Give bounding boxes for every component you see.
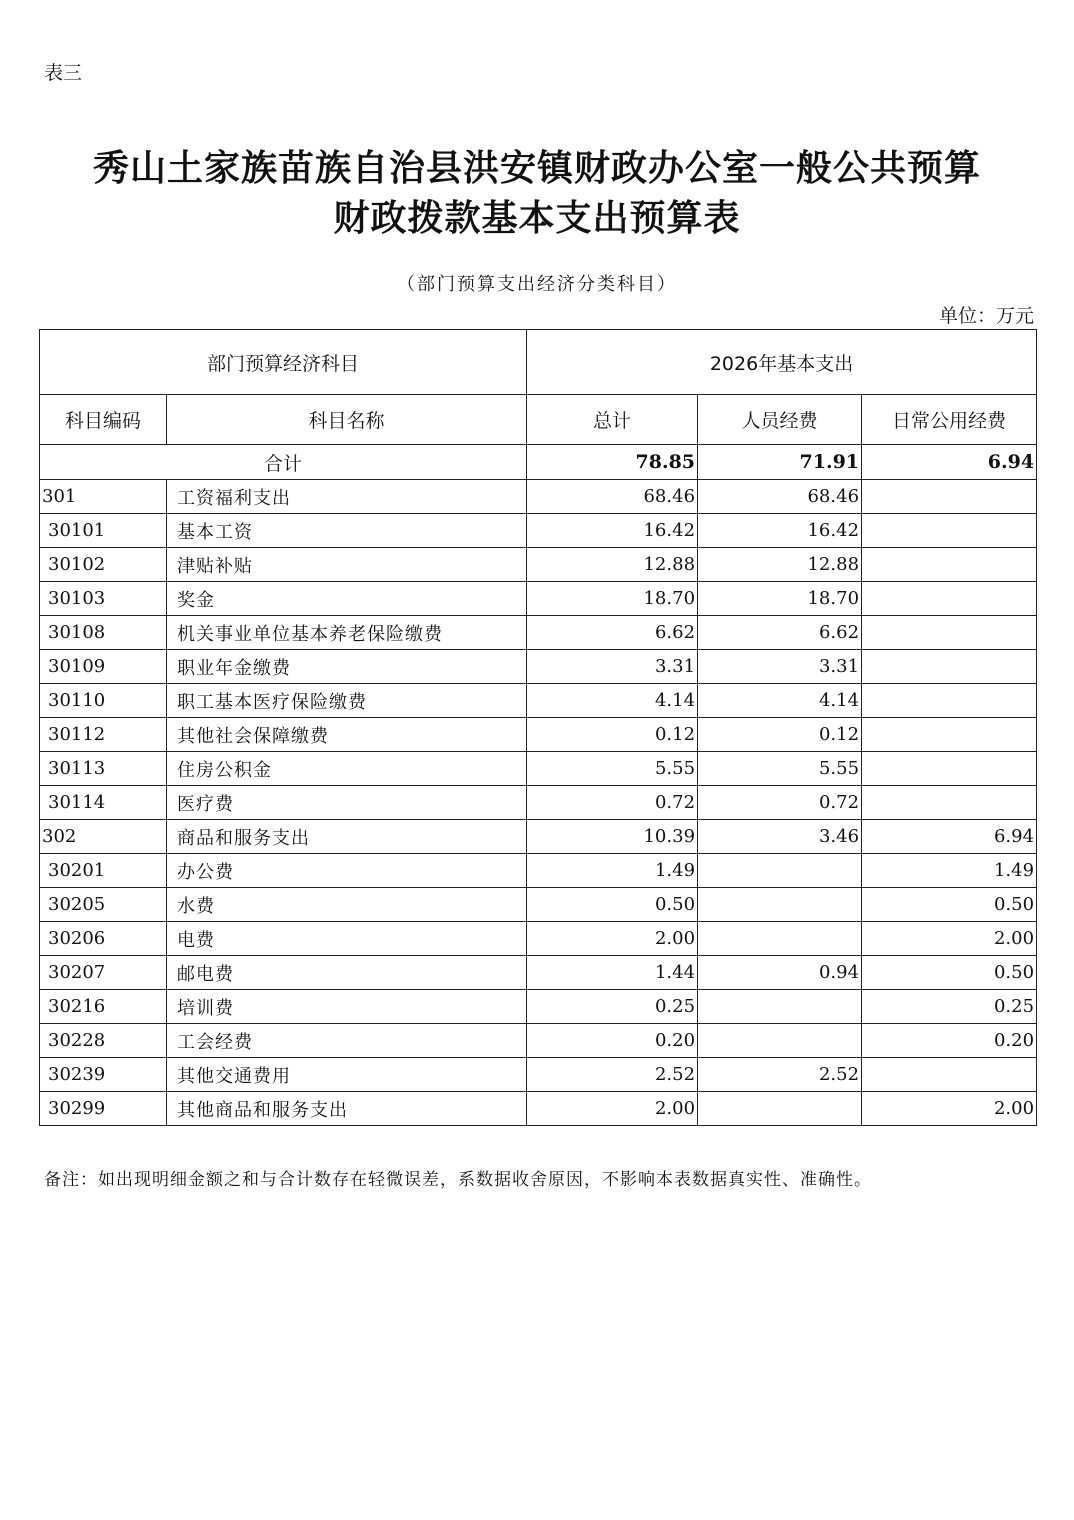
- table-row: [40, 1092, 1037, 1126]
- row-code-cell: 30112: [40, 718, 167, 752]
- row-personnel-cell: 3.46: [698, 820, 862, 854]
- row-personnel-cell: [698, 854, 862, 888]
- row-name-cell: 住房公积金: [167, 752, 527, 786]
- row-public-cell: 0.20: [862, 1024, 1037, 1058]
- row-personnel-cell: [698, 888, 862, 922]
- row-personnel-cell: 18.70: [698, 582, 862, 616]
- table-row: [40, 616, 1037, 650]
- row-total-cell: 2.00: [527, 1092, 698, 1126]
- total-cell-personnel: 71.91: [698, 445, 862, 480]
- column-header-code: 科目编码: [40, 395, 167, 445]
- row-code-cell: 30207: [40, 956, 167, 990]
- row-code-cell: 30110: [40, 684, 167, 718]
- row-name-cell: 机关事业单位基本养老保险缴费: [167, 616, 527, 650]
- row-total-cell: 12.88: [527, 548, 698, 582]
- row-total-cell: 0.50: [527, 888, 698, 922]
- row-name-cell: 工资福利支出: [167, 480, 527, 514]
- unit-label: 单位：万元: [938, 305, 1034, 327]
- column-header-row: [40, 395, 1037, 445]
- page-title-line2: 财政拨款基本支出预算表: [333, 198, 741, 239]
- row-name-cell: 医疗费: [167, 786, 527, 820]
- row-public-cell: 0.50: [862, 888, 1037, 922]
- row-name-cell: 其他交通费用: [167, 1058, 527, 1092]
- row-code-cell: 30205: [40, 888, 167, 922]
- row-name-cell: 邮电费: [167, 956, 527, 990]
- page-subtitle: （部门预算支出经济分类科目）: [397, 274, 677, 295]
- table-row: [40, 548, 1037, 582]
- table-row: [40, 922, 1037, 956]
- row-name-cell: 工会经费: [167, 1024, 527, 1058]
- row-total-cell: 0.25: [527, 990, 698, 1024]
- table-row: [40, 956, 1037, 990]
- row-public-cell: [862, 514, 1037, 548]
- row-total-cell: 16.42: [527, 514, 698, 548]
- table-row: [40, 480, 1037, 514]
- row-code-cell: 30103: [40, 582, 167, 616]
- row-public-cell: [862, 480, 1037, 514]
- row-code-cell: 30114: [40, 786, 167, 820]
- row-total-cell: 0.72: [527, 786, 698, 820]
- row-personnel-cell: [698, 922, 862, 956]
- row-name-cell: 办公费: [167, 854, 527, 888]
- row-personnel-cell: [698, 1024, 862, 1058]
- row-public-cell: 2.00: [862, 922, 1037, 956]
- row-code-cell: 30228: [40, 1024, 167, 1058]
- row-public-cell: [862, 684, 1037, 718]
- row-code-cell: 30101: [40, 514, 167, 548]
- row-code-cell: 30239: [40, 1058, 167, 1092]
- row-public-cell: [862, 650, 1037, 684]
- total-cell-public: 6.94: [862, 445, 1037, 480]
- row-total-cell: 3.31: [527, 650, 698, 684]
- row-personnel-cell: [698, 990, 862, 1024]
- table-row: [40, 888, 1037, 922]
- table-row: [40, 820, 1037, 854]
- row-total-cell: 2.52: [527, 1058, 698, 1092]
- row-total-cell: 68.46: [527, 480, 698, 514]
- row-code-cell: 30108: [40, 616, 167, 650]
- row-total-cell: 0.12: [527, 718, 698, 752]
- row-public-cell: 2.00: [862, 1092, 1037, 1126]
- row-name-cell: 培训费: [167, 990, 527, 1024]
- row-personnel-cell: 68.46: [698, 480, 862, 514]
- table-row: [40, 684, 1037, 718]
- row-name-cell: 奖金: [167, 582, 527, 616]
- row-public-cell: [862, 616, 1037, 650]
- row-personnel-cell: 0.94: [698, 956, 862, 990]
- table-row: [40, 718, 1037, 752]
- row-personnel-cell: 16.42: [698, 514, 862, 548]
- row-personnel-cell: 0.12: [698, 718, 862, 752]
- row-total-cell: 0.20: [527, 1024, 698, 1058]
- row-total-cell: 4.14: [527, 684, 698, 718]
- row-name-cell: 电费: [167, 922, 527, 956]
- row-public-cell: 1.49: [862, 854, 1037, 888]
- table-row: [40, 990, 1037, 1024]
- row-code-cell: 302: [40, 820, 167, 854]
- budget-table: [39, 329, 1037, 1126]
- row-personnel-cell: 6.62: [698, 616, 862, 650]
- total-label: 合计: [40, 445, 527, 480]
- row-code-cell: 30216: [40, 990, 167, 1024]
- row-public-cell: [862, 752, 1037, 786]
- column-header-total: 总计: [527, 395, 698, 445]
- row-code-cell: 30109: [40, 650, 167, 684]
- header-group-basic-expenditure: 2026年基本支出: [527, 330, 1037, 395]
- row-public-cell: [862, 548, 1037, 582]
- row-public-cell: [862, 786, 1037, 820]
- column-header-public: 日常公用经费: [862, 395, 1037, 445]
- row-public-cell: 0.50: [862, 956, 1037, 990]
- row-public-cell: 6.94: [862, 820, 1037, 854]
- column-header-name: 科目名称: [167, 395, 527, 445]
- row-public-cell: 0.25: [862, 990, 1037, 1024]
- row-code-cell: 30201: [40, 854, 167, 888]
- row-personnel-cell: 0.72: [698, 786, 862, 820]
- row-public-cell: [862, 1058, 1037, 1092]
- header-group-row: [40, 330, 1037, 395]
- row-code-cell: 30299: [40, 1092, 167, 1126]
- footnote: 备注：如出现明细金额之和与合计数存在轻微误差，系数据收舍原因，不影响本表数据真实性、准确性。: [44, 1170, 872, 1190]
- table-row: [40, 650, 1037, 684]
- table-row: [40, 752, 1037, 786]
- column-header-personnel: 人员经费: [698, 395, 862, 445]
- table-row: [40, 582, 1037, 616]
- row-total-cell: 1.49: [527, 854, 698, 888]
- table-row: [40, 786, 1037, 820]
- total-cell-total: 78.85: [527, 445, 698, 480]
- row-name-cell: 津贴补贴: [167, 548, 527, 582]
- row-name-cell: 其他商品和服务支出: [167, 1092, 527, 1126]
- row-code-cell: 30102: [40, 548, 167, 582]
- row-name-cell: 商品和服务支出: [167, 820, 527, 854]
- row-total-cell: 18.70: [527, 582, 698, 616]
- row-personnel-cell: 3.31: [698, 650, 862, 684]
- total-row: [40, 445, 1037, 480]
- table-row: [40, 854, 1037, 888]
- row-total-cell: 6.62: [527, 616, 698, 650]
- row-name-cell: 其他社会保障缴费: [167, 718, 527, 752]
- row-name-cell: 水费: [167, 888, 527, 922]
- row-total-cell: 2.00: [527, 922, 698, 956]
- row-public-cell: [862, 718, 1037, 752]
- row-total-cell: 5.55: [527, 752, 698, 786]
- table-row: [40, 1058, 1037, 1092]
- row-total-cell: 10.39: [527, 820, 698, 854]
- row-personnel-cell: [698, 1092, 862, 1126]
- row-personnel-cell: 2.52: [698, 1058, 862, 1092]
- row-code-cell: 30113: [40, 752, 167, 786]
- row-name-cell: 职工基本医疗保险缴费: [167, 684, 527, 718]
- row-code-cell: 30206: [40, 922, 167, 956]
- row-personnel-cell: 4.14: [698, 684, 862, 718]
- page-title-line1: 秀山土家族苗族自治县洪安镇财政办公室一般公共预算: [92, 148, 981, 189]
- header-group-economic-subject: 部门预算经济科目: [40, 330, 527, 395]
- row-personnel-cell: 12.88: [698, 548, 862, 582]
- row-personnel-cell: 5.55: [698, 752, 862, 786]
- row-code-cell: 301: [40, 480, 167, 514]
- table-row: [40, 514, 1037, 548]
- row-total-cell: 1.44: [527, 956, 698, 990]
- row-name-cell: 基本工资: [167, 514, 527, 548]
- row-name-cell: 职业年金缴费: [167, 650, 527, 684]
- table-row: [40, 1024, 1037, 1058]
- row-public-cell: [862, 582, 1037, 616]
- table-label: 表三: [44, 62, 83, 84]
